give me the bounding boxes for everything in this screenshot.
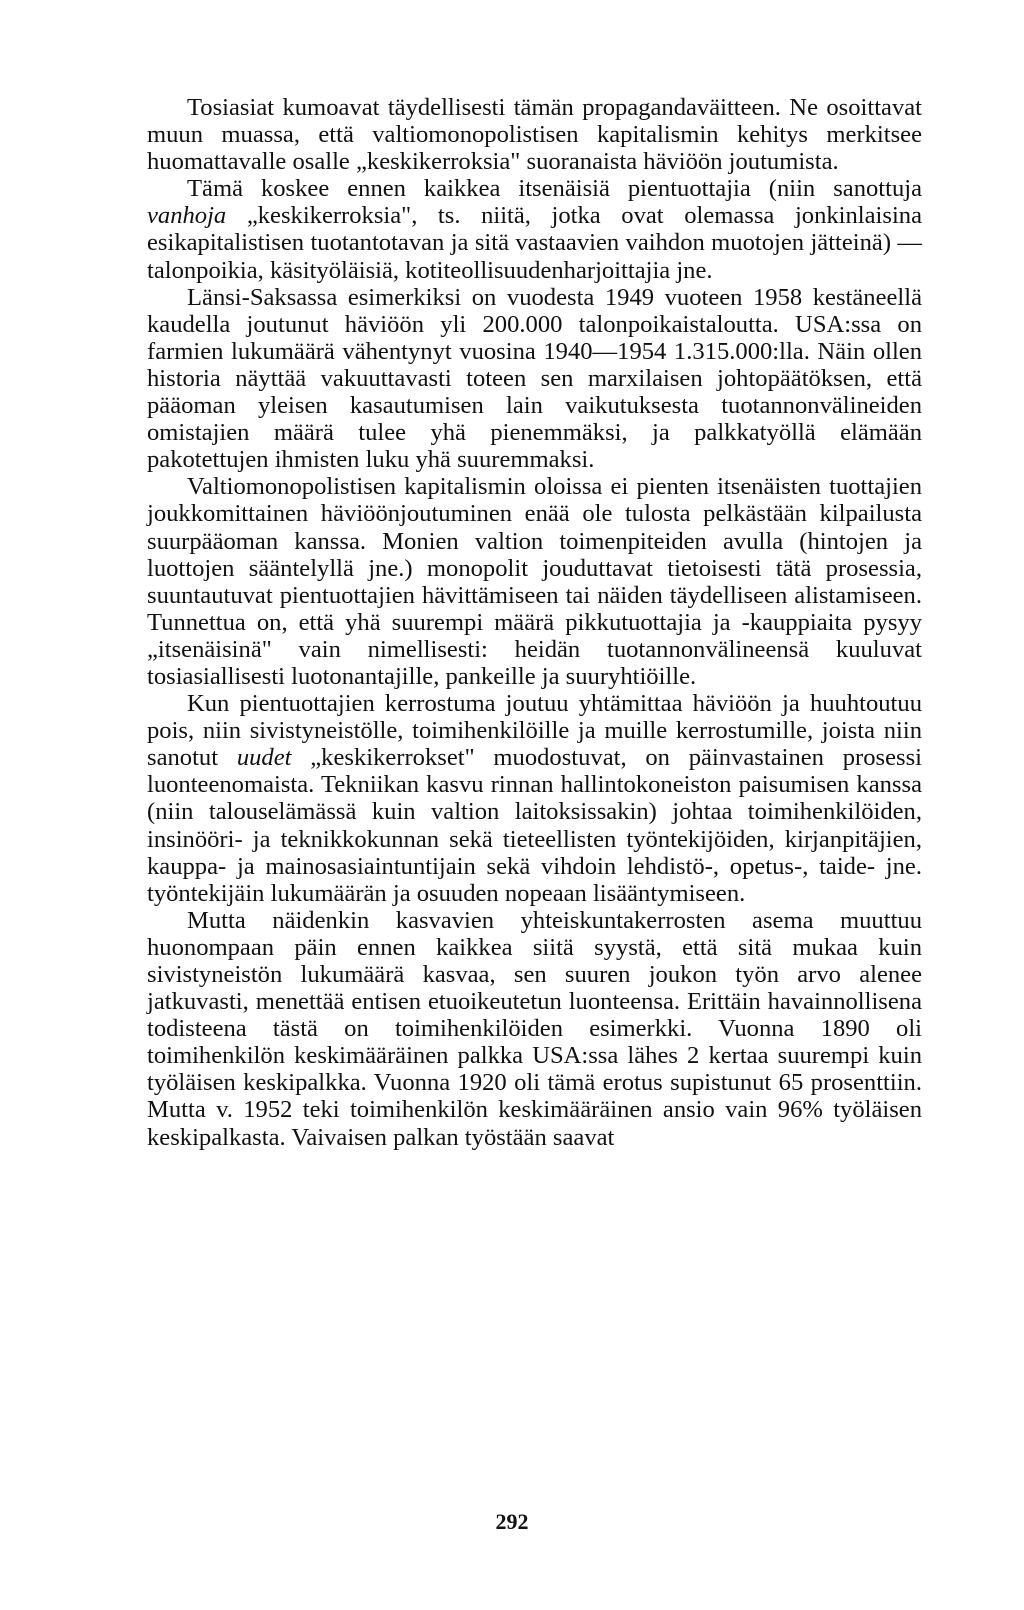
paragraph-2-text-b: „keskikerroksia", ts. niitä, jotka ovat olemassa jonkinlaisina esikapitalistisen tuotantotavan ja sitä vastaavien vaihdon muotojen jätteinä) — talonpoikia, käsityöläisiä, kotiteollisuudenharjoittajia jne. (147, 202, 922, 284)
paragraph-6: Mutta näidenkin kasvavien yhteiskuntakerrosten asema muuttuu huonompaan päin ennen kaikkea siitä syystä, että sitä mukaa kuin sivistyneistön lukumäärä kasvaa, sen suuren joukon työn arvo alenee jatkuvasti, menettää entisen etuoikeutetun luonteensa. Erittäin havainnollisena todisteena tästä on toimihenkilöiden esimerkki. Vuonna 1890 oli toimihenkilön keskimääräinen palkka USA:ssa lähes 2 kertaa suurempi kuin työläisen keskipalkka. Vuonna 1920 oli tämä erotus supistunut 65 prosenttiin. Mutta v. 1952 teki toimihenkilön keskimääräinen ansio vain 96% työläisen keskipalkasta. Vaivaisen palkan työstään saavat (147, 906, 922, 1151)
paragraph-5 (147, 690, 922, 907)
paragraph-5-emphasis: uudet (236, 744, 292, 772)
document-body (147, 94, 922, 1151)
paragraph-2 (147, 175, 922, 283)
paragraph-5-text-a: Kun pientuottajien kerrostuma joutuu yhtämittaa häviöön ja huuhtoutuu pois, niin sivistyneistölle, toimihenkilöille ja muille kerrostumille, joista niin sanotut (147, 690, 922, 772)
paragraph-2-text-a: Tämä koskee ennen kaikkea itsenäisiä pientuottajia (niin sanottuja (187, 175, 922, 203)
paragraph-4: Valtiomonopolistisen kapitalismin oloissa ei pienten itsenäisten tuottajien joukkomittainen häviöönjoutuminen enää ole tulosta pelkästään kilpailusta suurpääoman kanssa. Monien valtion toimenpiteiden avulla (hintojen ja luottojen sääntelyllä jne.) monopolit jouduttavat tietoisesti tätä prosessia, suuntautuvat pientuottajien hävittämiseen tai näiden täydelliseen alistamiseen. Tunnettua on, että yhä suurempi määrä pikkutuottajia ja -kauppiaita pysyy „itsenäisinä" vain nimellisesti: heidän tuotannonvälineensä kuuluvat tosiasiallisesti luotonantajille, pankeille ja suuryhtiöille. (147, 473, 922, 690)
paragraph-3: Länsi-Saksassa esimerkiksi on vuodesta 1949 vuoteen 1958 kestäneellä kaudella joutunut häviöön yli 200.000 talonpoikaistaloutta. USA:ssa on farmien lukumäärä vähentynyt vuosina 1940—1954 1.315.000:lla. Näin ollen historia näyttää vakuuttavasti toteen sen marxilaisen johtopäätöksen, että pääoman yleisen kasautumisen lain vaikutuksesta tuotannonvälineiden omistajien määrä tulee yhä pienemmäksi, ja palkkatyöllä elämään pakotettujen ihmisten luku yhä suuremmaksi. (147, 283, 922, 474)
paragraph-2-emphasis: vanhoja (147, 202, 227, 230)
paragraph-1: Tosiasiat kumoavat täydellisesti tämän propagandaväitteen. Ne osoittavat muun muassa, että valtiomonopolistisen kapitalismin kehitys merkitsee huomattavalle osalle „keskikerroksia" suoranaista häviöön joutumista. (147, 94, 922, 176)
paragraph-5-text-b: „keskikerrokset" muodostuvat, on päinvastainen prosessi luonteenomaista. Tekniikan kasvu rinnan hallintokoneiston paisumisen kanssa (niin talouselämässä kuin valtion laitoksissakin) johtaa toimihenkilöiden, insinööri- ja teknikkokunnan sekä tieteellisten työntekijöiden, kirjanpitäjien, kauppa- ja mainosasiaintuntijain sekä vihdoin lehdistö-, opetus-, taide- jne. työntekijäin lukumäärän ja osuuden nopeaan lisääntymiseen. (147, 744, 922, 907)
page-number: 292 (495, 1509, 529, 1534)
